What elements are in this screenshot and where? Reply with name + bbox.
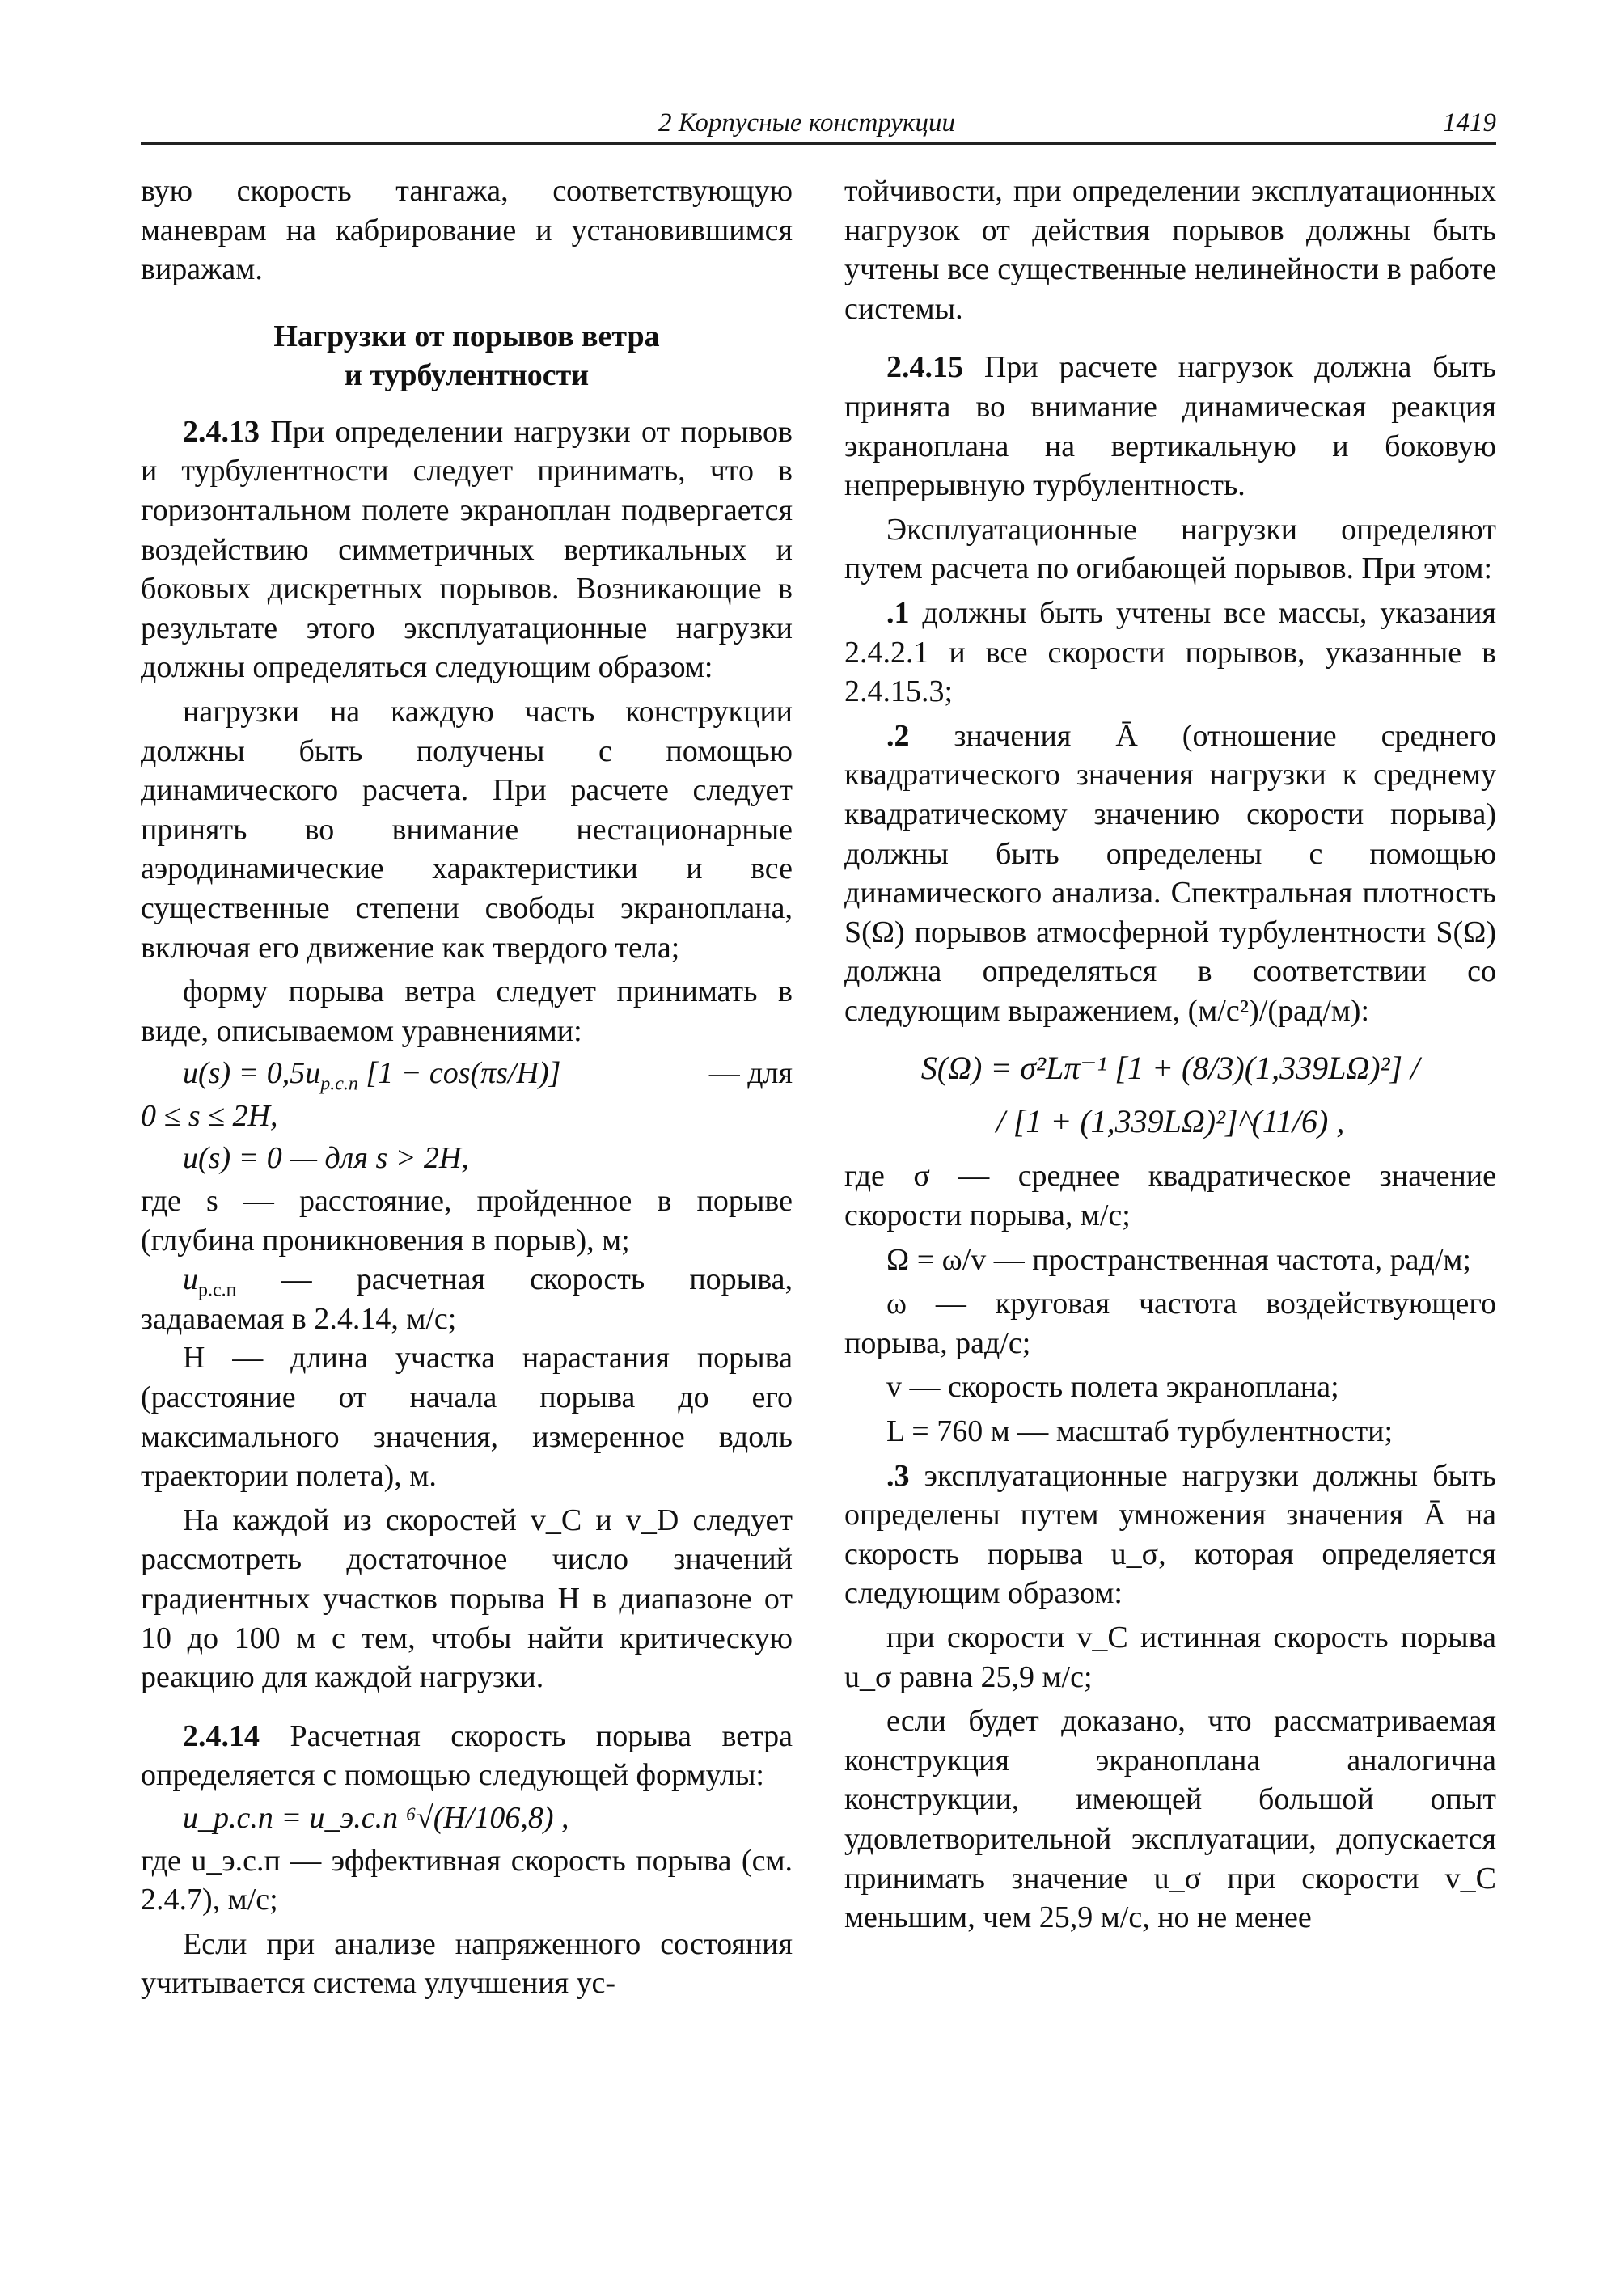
definition-angular-frequency: ω — круговая частота воздействующего порыва, рад/с;	[844, 1287, 1496, 1360]
clause-2-4-14	[141, 1717, 793, 1795]
left-column	[141, 171, 793, 2003]
equation-zero: u(s) = 0 — для s > 2H,	[183, 1141, 469, 1176]
eq1-rest: [1 − cos(πs/H)]	[357, 1056, 561, 1091]
equation-range: 0 ≤ s ≤ 2H,	[141, 1098, 278, 1133]
clause-number: 2.4.13	[183, 414, 260, 449]
definition-u	[141, 1260, 793, 1338]
item-number: .2	[886, 718, 910, 753]
paragraph-loads: нагрузки на каждую часть конструкции должны быть получены с помощью динамического расчета. При расчете следует принять во внимание нестационарные аэродинамические характеристики и все существенные степени свободы экраноплана, включая его движение как твердого тела;	[141, 694, 793, 965]
right-column	[844, 171, 1496, 1938]
paragraph-continuation: тойчивости, при определении эксплуатационных нагрузок от действия порывов должны быть учтены все существенные нелинейности в работе системы.	[844, 174, 1496, 326]
u-definition: — расчетная скорость порыва, задаваемая в 2.4.14, м/с;	[141, 1262, 793, 1336]
section-heading-line-1: Нагрузки от порывов ветра	[273, 319, 660, 353]
definition-sigma: где σ — среднее квадратическое значение скорости порыва, м/с;	[844, 1159, 1496, 1233]
equation-spectral-line-1: S(Ω) = σ²Lπ⁻¹ [1 + (8/3)(1,339LΩ)²] /	[920, 1050, 1420, 1087]
paragraph-gust-shape: форму порыва ветра следует принимать в виде, описываемом уравнениями:	[141, 974, 793, 1048]
clause-text: При определении нагрузки от порывов и турбулентности следует принимать, что в горизонтальном полете экраноплан подвергается воздействию симметричных вертикальных и боковых дискретных порывов. Возникающие в результате этого эксплуатационные нагрузки должны определяться следующим образом:	[141, 414, 793, 685]
definition-effective-gust: где u_э.с.п — эффективная скорость порыва (см. 2.4.7), м/с;	[141, 1843, 793, 1917]
definition-s: где s — расстояние, пройденное в порыве (глубина проникновения в порыв), м;	[141, 1184, 793, 1258]
definition-turbulence-scale: L = 760 м — масштаб турбулентности;	[886, 1414, 1394, 1449]
paragraph-stability: Если при анализе напряженного состояния учитывается система улучшения ус-	[141, 1926, 793, 2001]
eq1-condition: — для	[708, 1056, 793, 1091]
clause-number: 2.4.14	[183, 1718, 260, 1753]
paragraph-continuation: вую скорость тангажа, соответствующую маневрам на кабрирование и установившимся виражам.	[141, 174, 793, 287]
item-text: должны быть учтены все массы, указания 2.4.2.1 и все скорости порывов, указанные в 2.4.15.3;	[844, 595, 1496, 709]
item-1	[844, 594, 1496, 712]
clause-text: Расчетная скорость порыва ветра определяется с помощью следующей формулы:	[141, 1718, 793, 1793]
equation-design-gust: u_р.с.п = u_э.с.п ⁶√(H/106,8) ,	[183, 1800, 569, 1835]
item-number: .3	[886, 1458, 910, 1493]
clause-text: При расчете нагрузок должна быть принята во внимание динамическая реакция экраноплана на вертикальную и боковую непрерывную турбулентность.	[844, 350, 1496, 503]
item-number: .1	[886, 595, 910, 630]
item-3	[844, 1456, 1496, 1613]
paragraph-proven-design: если будет доказано, что рассматриваемая конструкция экраноплана аналогична конструкции, имеющей большой опыт удовлетворительной эксплуатации, допускается принимать значение u_σ при скорости v_C меньшим, чем 25,9 м/с, но не менее	[844, 1704, 1496, 1935]
section-heading	[141, 317, 793, 395]
item-text: значения Ā (отношение среднего квадратического значения нагрузки к среднему квадратическому значению скорости порыва) должны быть определены с помощью динамического анализа. Спектральная плотность S(Ω) порывов атмосферной турбулентности S(Ω) должна определяться в соответствии со следующим выражением, (м/с²)/(рад/м):	[844, 718, 1496, 1028]
u-subscript: р.с.п	[198, 1279, 237, 1301]
chapter-title: 2 Корпусные конструкции	[658, 108, 955, 137]
section-heading-line-2: и турбулентности	[344, 357, 590, 392]
definition-omega: Ω = ω/v — пространственная частота, рад/м;	[886, 1242, 1471, 1277]
eq1-subscript: р.с.п	[320, 1073, 358, 1095]
clause-2-4-15	[844, 348, 1496, 505]
equation-spectral-line-2: / [1 + (1,339LΩ)²]^(11/6) ,	[996, 1103, 1345, 1140]
u-symbol: u	[183, 1262, 198, 1297]
item-2	[844, 716, 1496, 1031]
equation-gust-shape	[141, 1054, 793, 1093]
item-text: эксплуатационные нагрузки должны быть определены путем умножения значения Ā на скорость порыва u_σ, которая определяется следующим образом:	[844, 1458, 1496, 1611]
clause-2-4-13	[141, 412, 793, 687]
paragraph-speed-vc: при скорости v_C истинная скорость порыва u_σ равна 25,9 м/с;	[844, 1621, 1496, 1694]
page-number: 1419	[1443, 108, 1496, 137]
running-header	[141, 105, 1496, 145]
paragraph-each-speed: На каждой из скоростей v_C и v_D следует рассмотреть достаточное число значений градиентных участков порыва H в диапазоне от 10 до 100 м с тем, чтобы найти критическую реакцию для каждой нагрузки.	[141, 1503, 793, 1695]
paragraph-envelope: Эксплуатационные нагрузки определяют путем расчета по огибающей порывов. При этом:	[844, 512, 1496, 586]
definition-velocity: v — скорость полета экраноплана;	[886, 1370, 1339, 1405]
eq1-main: u(s) = 0,5u	[183, 1056, 321, 1091]
definition-h: H — длина участка нарастания порыва (расстояние от начала порыва до его максимального значения, измеренное вдоль траектории полета), м.	[141, 1341, 793, 1494]
clause-number: 2.4.15	[886, 350, 963, 385]
equation-spectral-density	[844, 1042, 1496, 1148]
